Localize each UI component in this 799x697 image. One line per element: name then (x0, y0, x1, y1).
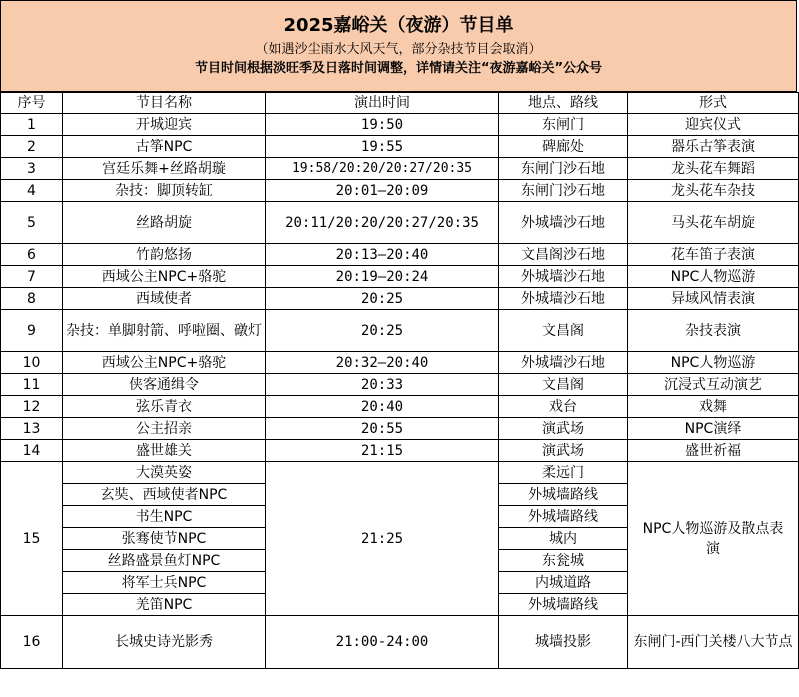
row-place: 文昌阁 (499, 310, 628, 352)
row-no: 5 (1, 202, 63, 244)
schedule-notice: 节目时间根据淡旺季及日落时间调整，详情请关注“夜游嘉峪关”公众号 (194, 61, 603, 76)
row-no: 10 (1, 352, 63, 374)
column-header-name: 节目名称 (63, 93, 266, 114)
row-time: 21:00-24:00 (266, 616, 499, 669)
column-header-time: 演出时间 (266, 93, 499, 114)
row-place: 文昌阁沙石地 (499, 244, 628, 266)
table-row (1, 136, 799, 158)
table-row (1, 352, 799, 374)
row-time: 20:19—20:24 (266, 266, 499, 288)
row-name: 长城史诗光影秀 (63, 616, 266, 669)
group15-name: 玄奘、西域使者NPC (63, 484, 266, 506)
column-header-place: 地点、路线 (499, 93, 628, 114)
row-name: 盛世雄关 (63, 440, 266, 462)
group15-no: 15 (1, 462, 63, 616)
row-time: 20:33 (266, 374, 499, 396)
group15-name: 张骞使节NPC (63, 528, 266, 550)
row-time: 19:50 (266, 114, 499, 136)
row-time: 20:32—20:40 (266, 352, 499, 374)
row-form: 迎宾仪式 (628, 114, 799, 136)
row-no: 1 (1, 114, 63, 136)
table-row (1, 616, 799, 669)
weather-notice: （如遇沙尘雨水大风天气，部分杂技节目会取消） (255, 42, 542, 57)
group15-place: 外城墙路线 (499, 506, 628, 528)
row-no: 14 (1, 440, 63, 462)
row-form: 龙头花车舞蹈 (628, 158, 799, 180)
row-time: 20:25 (266, 310, 499, 352)
group15-place: 外城墙路线 (499, 484, 628, 506)
row-place: 东闸门 (499, 114, 628, 136)
table-row (1, 114, 799, 136)
group15-place: 东瓮城 (499, 550, 628, 572)
row-time: 20:11/20:20/20:27/20:35 (266, 202, 499, 244)
group15-place: 柔远门 (499, 462, 628, 484)
row-place: 东闸门沙石地 (499, 158, 628, 180)
table-row (1, 310, 799, 352)
group15-name: 将军士兵NPC (63, 572, 266, 594)
column-header-no: 序号 (1, 93, 63, 114)
row-time: 21:15 (266, 440, 499, 462)
group15-place: 内城道路 (499, 572, 628, 594)
row-no: 9 (1, 310, 63, 352)
row-no: 8 (1, 288, 63, 310)
row-form: NPC演绎 (628, 418, 799, 440)
table-row (1, 244, 799, 266)
group15-place: 城内 (499, 528, 628, 550)
group15-name: 大漠英姿 (63, 462, 266, 484)
table-row (1, 440, 799, 462)
group15-name: 书生NPC (63, 506, 266, 528)
table-row (1, 202, 799, 244)
row-form: 异域风情表演 (628, 288, 799, 310)
row-time: 20:25 (266, 288, 499, 310)
row-name: 西域公主NPC+骆驼 (63, 352, 266, 374)
row-form: 东闸门-西门关楼八大节点 (628, 616, 799, 669)
row-name: 竹韵悠扬 (63, 244, 266, 266)
row-form: 器乐古筝表演 (628, 136, 799, 158)
row-no: 4 (1, 180, 63, 202)
row-place: 文昌阁 (499, 374, 628, 396)
table-row (1, 396, 799, 418)
row-name: 杂技：单脚射箭、呼啦圈、礅灯 (63, 310, 266, 352)
row-form: 花车笛子表演 (628, 244, 799, 266)
row-name: 西域使者 (63, 288, 266, 310)
table-row (1, 180, 799, 202)
row-time: 20:40 (266, 396, 499, 418)
row-no: 3 (1, 158, 63, 180)
column-header-form: 形式 (628, 93, 799, 114)
row-name: 丝路胡旋 (63, 202, 266, 244)
row-time: 20:13—20:40 (266, 244, 499, 266)
row-name: 古筝NPC (63, 136, 266, 158)
row-name: 杂技：脚顶转缸 (63, 180, 266, 202)
row-name: 西域公主NPC+骆驼 (63, 266, 266, 288)
table-row (1, 158, 799, 180)
row-form: 马头花车胡旋 (628, 202, 799, 244)
row-place: 城墙投影 (499, 616, 628, 669)
sheet-header (0, 0, 797, 92)
row-place: 碑廊处 (499, 136, 628, 158)
row-name: 弦乐青衣 (63, 396, 266, 418)
group15-name: 丝路盛景鱼灯NPC (63, 550, 266, 572)
table-row (1, 418, 799, 440)
row-no: 2 (1, 136, 63, 158)
row-time: 19:55 (266, 136, 499, 158)
row-no: 6 (1, 244, 63, 266)
row-time: 19:58/20:20/20:27/20:35 (266, 158, 499, 180)
row-form: 杂技表演 (628, 310, 799, 352)
row-place: 外城墙沙石地 (499, 288, 628, 310)
row-place: 戏台 (499, 396, 628, 418)
program-table (0, 92, 799, 669)
group15-place: 外城墙路线 (499, 594, 628, 616)
sheet-title: 2025嘉峪关（夜游）节目单 (283, 15, 514, 36)
row-place: 外城墙沙石地 (499, 202, 628, 244)
row-form: 盛世祈福 (628, 440, 799, 462)
table-row (1, 462, 799, 484)
row-time: 20:55 (266, 418, 499, 440)
row-name: 宫廷乐舞+丝路胡璇 (63, 158, 266, 180)
row-form: 沉浸式互动演艺 (628, 374, 799, 396)
table-row (1, 288, 799, 310)
row-name: 开城迎宾 (63, 114, 266, 136)
row-place: 外城墙沙石地 (499, 266, 628, 288)
row-name: 公主招亲 (63, 418, 266, 440)
row-form: 龙头花车杂技 (628, 180, 799, 202)
row-no: 13 (1, 418, 63, 440)
group15-name: 羌笛NPC (63, 594, 266, 616)
row-form: NPC人物巡游 (628, 266, 799, 288)
table-row (1, 374, 799, 396)
group15-form: NPC人物巡游及散点表演 (628, 462, 799, 616)
group15-time: 21:25 (266, 462, 499, 616)
row-form: 戏舞 (628, 396, 799, 418)
row-no: 11 (1, 374, 63, 396)
row-place: 东闸门沙石地 (499, 180, 628, 202)
row-place: 外城墙沙石地 (499, 352, 628, 374)
row-place: 演武场 (499, 440, 628, 462)
row-place: 演武场 (499, 418, 628, 440)
row-no: 7 (1, 266, 63, 288)
row-name: 侠客通缉令 (63, 374, 266, 396)
row-form: NPC人物巡游 (628, 352, 799, 374)
row-no: 16 (1, 616, 63, 669)
row-time: 20:01—20:09 (266, 180, 499, 202)
table-header-row (1, 93, 799, 114)
row-no: 12 (1, 396, 63, 418)
table-row (1, 266, 799, 288)
